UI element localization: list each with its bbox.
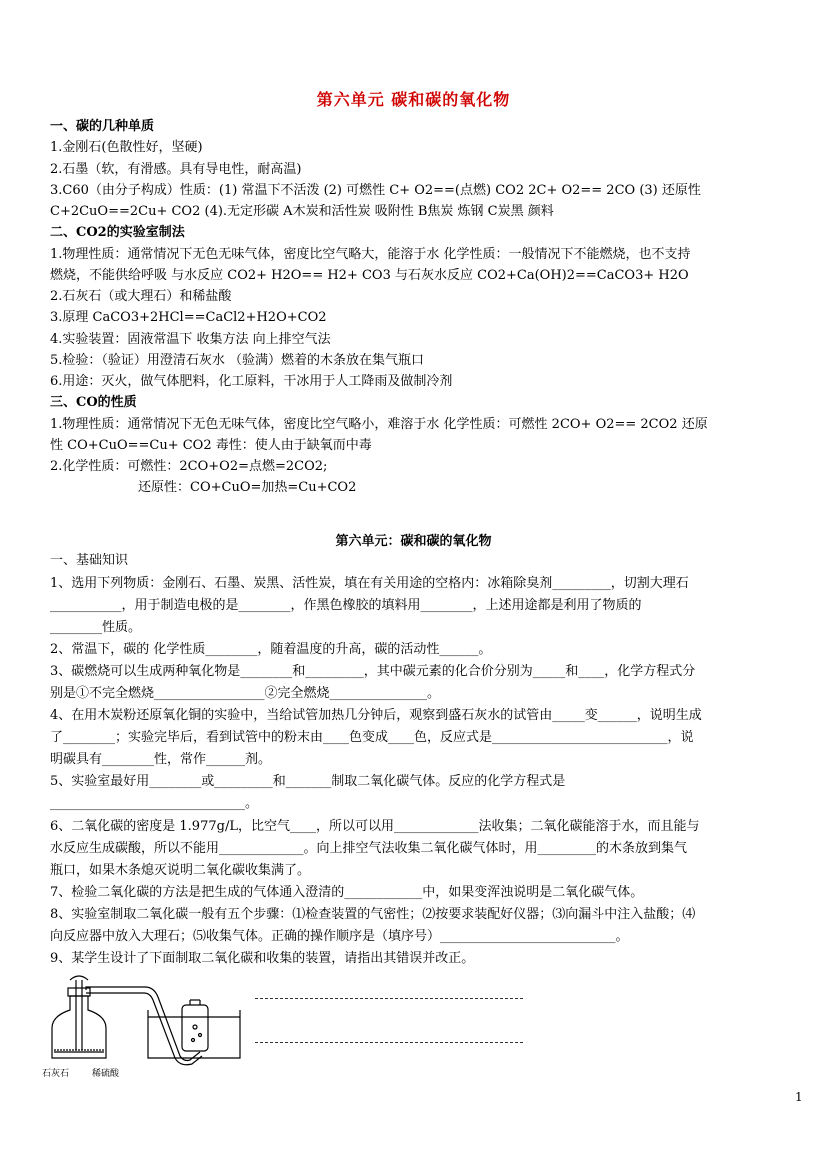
summary-line: 1.物理性质：通常情况下无色无味气体，密度比空气略大，能溶于水 化学性质：一般情况下不能燃烧，也不支持	[50, 246, 691, 262]
exercise-line: 水反应生成碳酸，所以不能用_____________。向上排空气法收集二氧化碳气体时，用_________的木条放到集气	[50, 841, 688, 856]
apparatus-figure	[40, 970, 300, 1085]
page-number: 1	[795, 1090, 803, 1104]
page-title: 第六单元 碳和碳的氧化物	[316, 90, 511, 109]
section-heading: 一、基础知识	[50, 553, 129, 568]
summary-line: 2.石墨（软，有滑感。具有导电性，耐高温)	[50, 161, 302, 177]
summary-line: 2.化学性质：可燃性：2CO+O2=点燃=2CO2;	[50, 459, 328, 474]
summary-line: 性 CO+CuO==Cu+ CO2 毒性：使人由于缺氧而中毒	[50, 437, 372, 453]
answer-line-1[interactable]	[255, 998, 523, 999]
exercise-line: 3、碳燃烧可以生成两种氧化物是________和_________，其中碳元素的化合价分别为_____和____，化学方程式分	[50, 664, 696, 679]
answer-line-2[interactable]	[255, 1042, 523, 1043]
exercise-line: 2、常温下，碳的 化学性质________，随着温度的升高，碳的活动性______。	[50, 642, 492, 657]
exercise-line: ___________，用于制造电极的是________，作黑色橡胶的填料用________，上述用途都是利用了物质的	[50, 598, 642, 613]
exercise-line: 9、某学生设计了下面制取二氧化碳和收集的装置，请指出其错误并改正。	[50, 951, 475, 966]
exercise-line: 瓶口，如果木条熄灭说明二氧化碳收集满了。	[50, 863, 311, 878]
exercise-line: 明碳具有________性，常作______剂。	[50, 752, 272, 767]
gas-bottle	[182, 1000, 208, 1051]
summary-line: 还原性：CO+CuO=加热=Cu+CO2	[138, 480, 357, 496]
label-acid: 稀硫酸	[92, 1069, 120, 1079]
exercise-line: 8、实验室制取二氧化碳一般有五个步骤：⑴检查装置的气密性；⑵按要求装配好仪器；⑶向漏斗中注入盐酸；⑷	[50, 907, 696, 922]
exercise-line: 了________；实验完毕后，看到试管中的粉末由____色变成____色，反应式是___________________________，说	[50, 730, 694, 745]
section-heading: 三、CO的性质	[50, 395, 137, 411]
summary-line: 1.物理性质：通常情况下无色无味气体，密度比空气略小，难溶于水 化学性质：可燃性 2CO+ O2== 2CO2 还原	[50, 416, 708, 432]
summary-line: 1.金刚石(色散性好，坚硬)	[50, 140, 203, 156]
summary-line: 2.石灰石（或大理石）和稀盐酸	[50, 289, 232, 304]
summary-line: 5.检验：（验证）用澄清石灰水 （验满）燃着的木条放在集气瓶口	[50, 352, 425, 368]
summary-line: C+2CuO==2Cu+ CO2 (4).无定形碳 A木炭和活性炭 吸附性 B焦炭 炼钢 C炭黑 颜料	[50, 204, 554, 219]
exercise-line: 6、二氧化碳的密度是 1.977g/L，比空气____，所以可以用_____________法收集；二氧化碳能溶于水，而且能与	[50, 819, 700, 834]
exercise-line: 向反应器中放入大理石；⑸收集气体。正确的操作顺序是（填序号）___________________________。	[50, 929, 629, 944]
exercise-line: 5、实验室最好用________或_________和_______制取二氧化碳气体。反应的化学方程式是	[50, 774, 566, 789]
summary-line: 6.用途：灭火，做气体肥料，化工原料，干冰用于人工降雨及做制冷剂	[50, 374, 453, 389]
summary-line: 燃烧，不能供给呼吸 与水反应 CO2+ H2O== H2+ CO3 与石灰水反应 CO2+Ca(OH)2==CaCO3+ H2O	[50, 267, 689, 283]
exercise-line: 别是①不完全燃烧_________________②完全燃烧_______________。	[50, 686, 441, 701]
label-limestone: 石灰石	[42, 1069, 70, 1079]
summary-line: 3.C60（由分子构成）性质：(1) 常温下不活泼 (2) 可燃性 C+ O2==(点燃) CO2 2C+ O2== 2CO (3) 还原性	[50, 182, 701, 198]
flask	[52, 976, 106, 1058]
exercise-line: ______________________________。	[50, 796, 259, 811]
exercise-line: 4、在用木炭粉还原氧化铜的实验中，当给试管加热几分钟后，观察到盛石灰水的试管由_____变______，说明生成	[50, 708, 702, 723]
exercise-line: ________性质。	[50, 620, 142, 635]
summary-line: 3.原理 CaCO3+2HCl==CaCl2+H2O+CO2	[50, 310, 327, 326]
exercise-line: 1、选用下列物质：金刚石、石墨、炭黑、活性炭，填在有关用途的空格内：冰箱除臭剂_________，切割大理石	[50, 576, 689, 591]
exercise-line: 7、检验二氧化碳的方法是把生成的气体通入澄清的____________中，如果变浑浊说明是二氧化碳气体。	[50, 885, 644, 900]
section-heading: 二、CO2的实验室制法	[50, 225, 185, 241]
section-heading: 一、碳的几种单质	[50, 119, 155, 134]
delivery-tube	[86, 987, 202, 1065]
worksheet-title: 第六单元：碳和碳的氧化物	[335, 534, 492, 549]
summary-line: 4.实验装置：固液常温下 收集方法 向上排空气法	[50, 331, 331, 347]
